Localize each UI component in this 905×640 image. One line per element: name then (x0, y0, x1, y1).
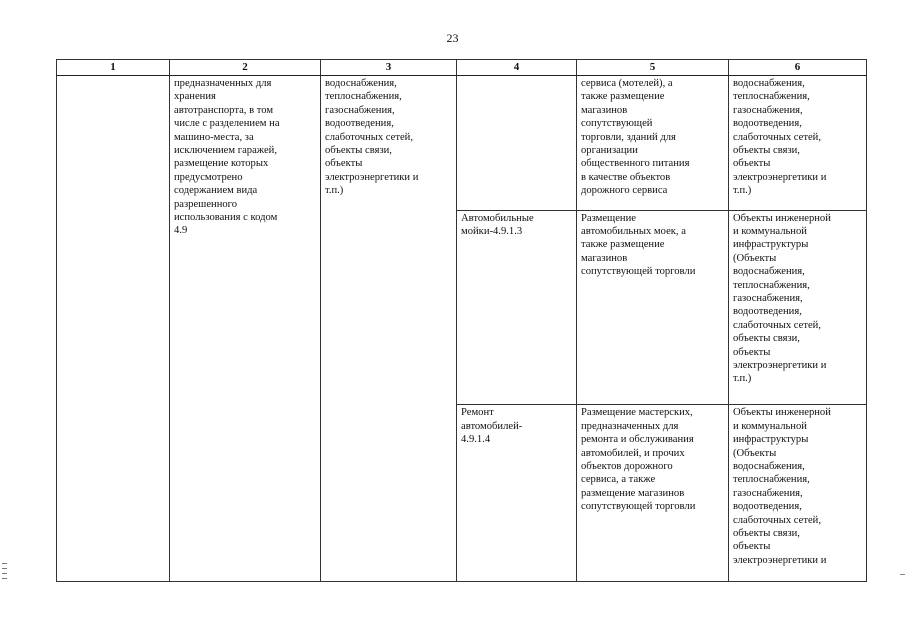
infrastructure-objects-text: водоснабжения, теплоснабжения, газоснабжения, водоотведения, слаботочных сетей, объекты связи, объекты электроэнергетики и т.п.) (325, 78, 419, 197)
land-use-table (56, 59, 867, 582)
auxiliary-use-text: водоснабжения, теплоснабжения, газоснабжения, водоотведения, слаботочных сетей, объекты связи, объекты электроэнергетики и т.п.) (733, 78, 827, 197)
col4-cell (457, 210, 577, 405)
column-header-3: 3 (321, 60, 457, 76)
column-header-6: 6 (729, 60, 867, 76)
col2-cell (170, 76, 321, 582)
col1-cell (57, 76, 170, 582)
margin-marks (2, 563, 8, 583)
page-number: 23 (446, 31, 459, 45)
col6-cell (729, 405, 867, 582)
column-header-2: 2 (170, 60, 321, 76)
table-header-row (57, 60, 867, 76)
col6-cell (729, 76, 867, 211)
col5-cell (577, 210, 729, 405)
margin-mark-right (900, 574, 905, 575)
use-type-description: Размещение мастерских, предназначенных для ремонта и обслуживания автомобилей, и прочих объектов дорожного сервиса, а также размещение магазинов сопутствующей торговли (581, 407, 696, 513)
use-type-description: сервиса (мотелей), а также размещение магазинов сопутствующей торговли, зданий для организации общественного питания в качестве объектов дорожного сервиса (581, 78, 690, 197)
col4-cell (457, 76, 577, 211)
col5-cell (577, 405, 729, 582)
use-type-description: Размещение автомобильных моек, а также размещение магазинов сопутствующей торговли (581, 212, 696, 278)
column-header-5: 5 (577, 60, 729, 76)
col6-cell (729, 210, 867, 405)
auxiliary-use-text: Объекты инженерной и коммунальной инфраструктуры (Объекты водоснабжения, теплоснабжения, газоснабжения, водоотведения, слаботочных сетей, объекты связи, объекты электроэнергетики и т.п.) (733, 212, 831, 385)
permitted-use-description: предназначенных для хранения автотранспорта, в том числе с разделением на машино-места, за исключением гаражей, размещение которых предусмотрено содержанием вида разрешенного использования с кодом 4.9 (174, 78, 280, 237)
col5-cell (577, 76, 729, 211)
table-row (57, 76, 867, 211)
col4-cell (457, 405, 577, 582)
col3-cell (321, 76, 457, 582)
column-header-4: 4 (457, 60, 577, 76)
column-header-1: 1 (57, 60, 170, 76)
auxiliary-use-text: Объекты инженерной и коммунальной инфраструктуры (Объекты водоснабжения, теплоснабжения, газоснабжения, водоотведения, слаботочных сетей, объекты связи, объекты электроэнергетики и (733, 407, 831, 566)
use-type-name: Автомобильные мойки-4.9.1.3 (461, 212, 534, 237)
use-type-name: Ремонт автомобилей- 4.9.1.4 (461, 407, 523, 446)
